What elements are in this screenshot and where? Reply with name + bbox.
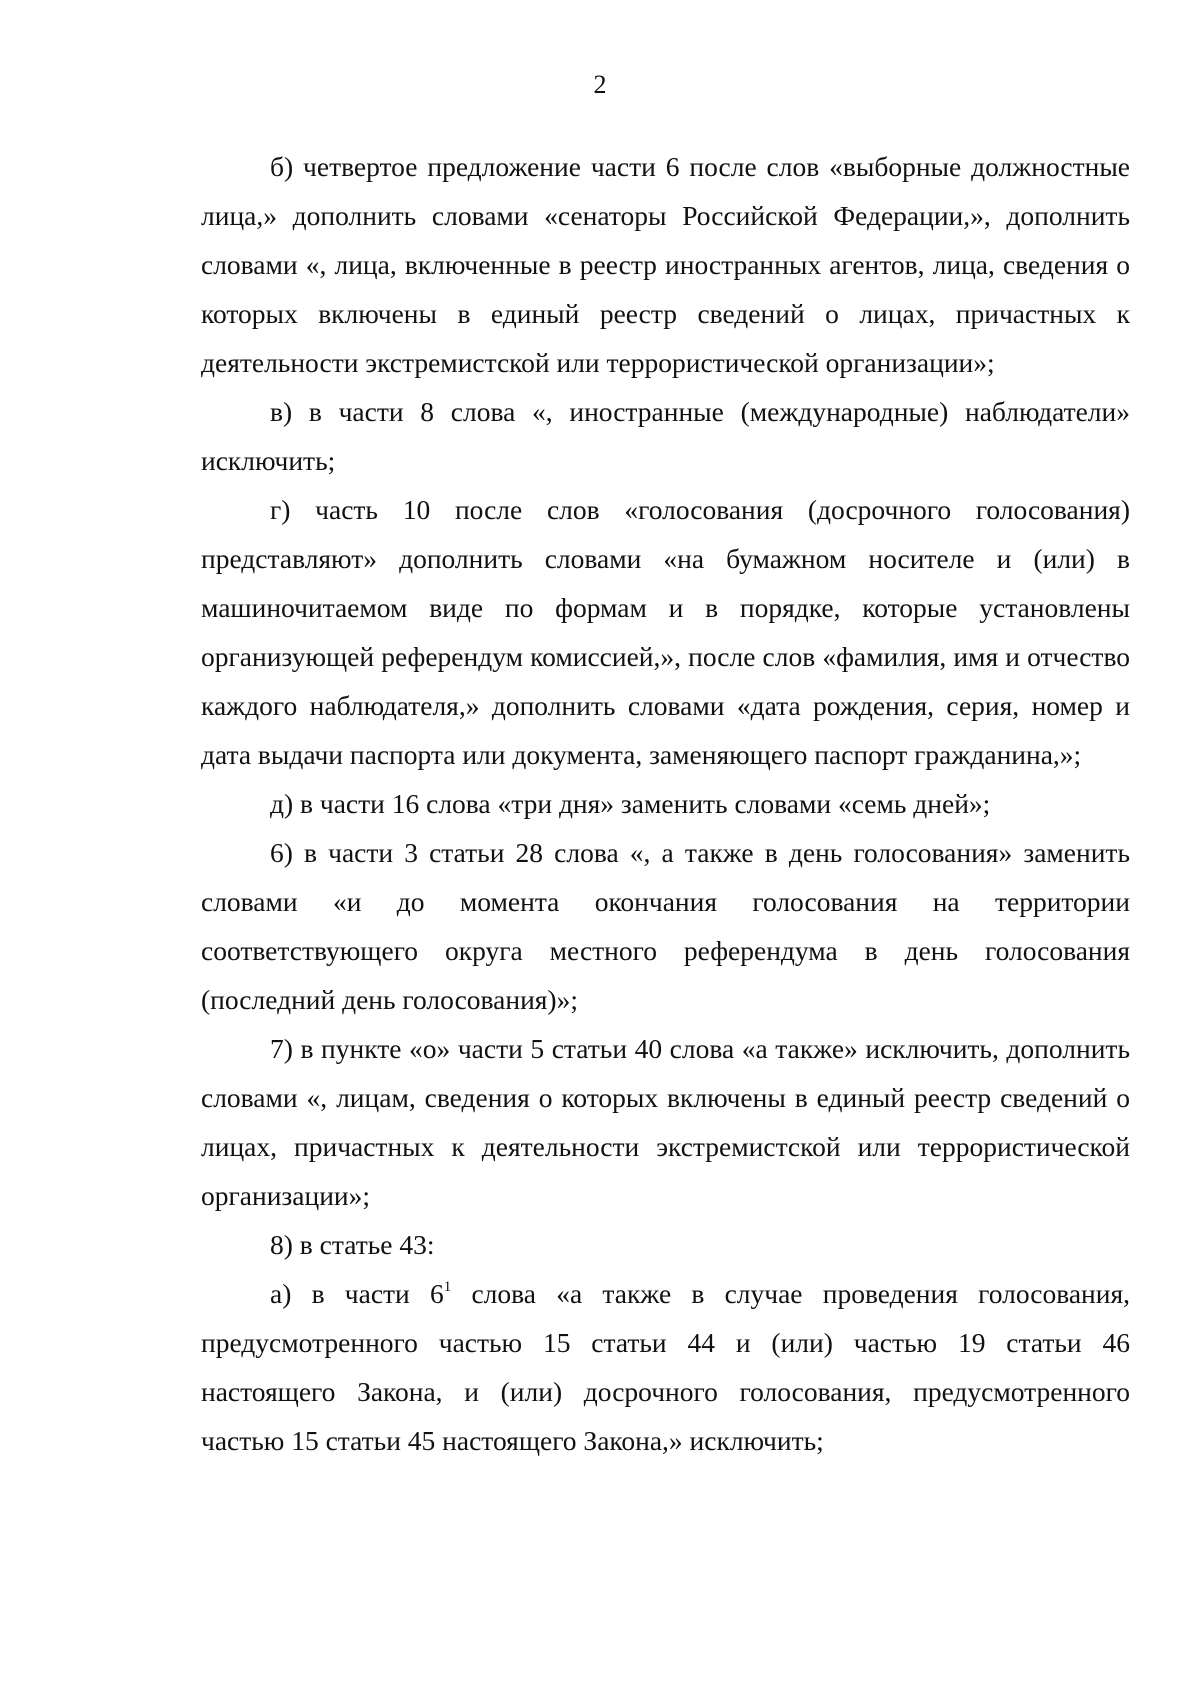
paragraph-a-part-6-1 bbox=[201, 1269, 1130, 1465]
paragraph-a-rest: слова «а также в случае проведения голосования, предусмотренного частью 15 статьи 44 и (или) частью 19 статьи 46 настоящего Закона, и (или) досрочного голосования, предусмотренного частью 15 статьи 45 настоящего Закона,» исключить; bbox=[201, 1278, 1130, 1456]
paragraph-d-part-16: д) в части 16 слова «три дня» заменить словами «семь дней»; bbox=[270, 788, 991, 819]
paragraph-8-article-43: 8) в статье 43: bbox=[270, 1229, 435, 1260]
paragraph-7-article-40: 7) в пункте «о» части 5 статьи 40 слова «а также» исключить, дополнить словами «, лицам, сведения о которых включены в единый реестр сведений о лицах, причастных к деятельности экстремистской или террористической организации»; bbox=[201, 1033, 1130, 1211]
paragraph-a-lead: а) в части 6 bbox=[270, 1278, 444, 1309]
page-number: 2 bbox=[593, 70, 607, 99]
superscript-index: 1 bbox=[443, 1279, 452, 1295]
paragraph-b-part-6: б) четвертое предложение части 6 после слов «выборные должностные лица,» дополнить словами «сенаторы Российской Федерации,», дополнить словами «, лица, включенные в реестр иностранных агентов, лица, сведения о которых включены в единый реестр сведений о лицах, причастных к деятельности экстремистской или террористической организации»; bbox=[201, 151, 1130, 378]
paragraph-6-article-28: 6) в части 3 статьи 28 слова «, а также в день голосования» заменить словами «и до момента окончания голосования на территории соответствующего округа местного референдума в день голосования (последний день голосования)»; bbox=[201, 837, 1130, 1015]
document-body bbox=[201, 142, 1130, 1465]
paragraph-v-part-8: в) в части 8 слова «, иностранные (международные) наблюдатели» исключить; bbox=[201, 396, 1130, 476]
paragraph-g-part-10: г) часть 10 после слов «голосования (досрочного голосования) представляют» дополнить словами «на бумажном носителе и (или) в машиночитаемом виде по формам и в порядке, которые установлены организующей референдум комиссией,», после слов «фамилия, имя и отчество каждого наблюдателя,» дополнить словами «дата рождения, серия, номер и дата выдачи паспорта или документа, заменяющего паспорт гражданина,»; bbox=[201, 494, 1130, 770]
